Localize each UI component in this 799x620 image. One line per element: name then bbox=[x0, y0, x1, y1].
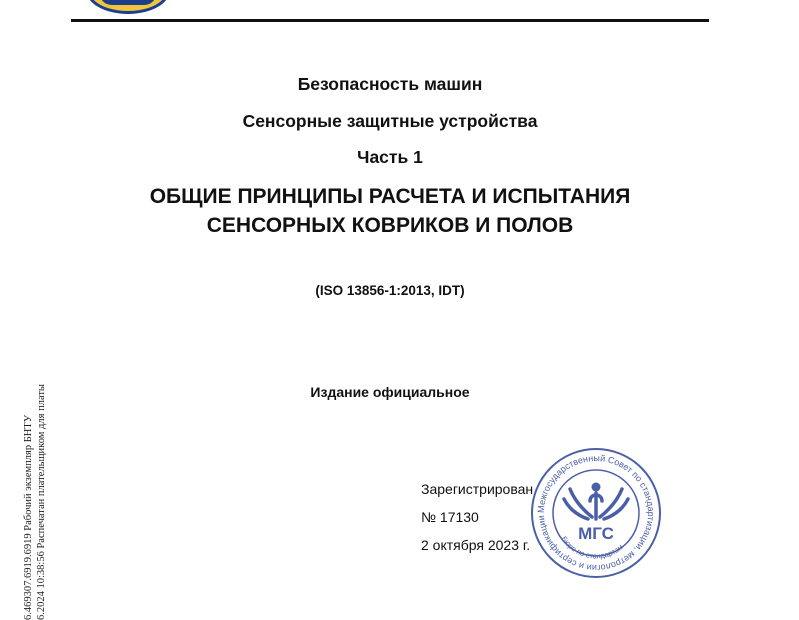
emblem-band bbox=[99, 0, 157, 5]
main-title bbox=[71, 182, 709, 240]
edition-label: Издание официальное bbox=[310, 384, 470, 400]
part-label: Часть 1 bbox=[357, 147, 423, 167]
title-line-1: Безопасность машин bbox=[297, 74, 483, 94]
seal-dot bbox=[592, 483, 601, 492]
emblem-logo bbox=[86, 0, 170, 14]
main-title-line-1: ОБЩИЕ ПРИНЦИПЫ РАСЧЕТА И ИСПЫТАНИЯ bbox=[149, 185, 631, 208]
seal-abbr: МГС bbox=[578, 524, 614, 543]
side-stamp-line-2: 6.2024 10:38:56 Распечатан плательщиком для платы bbox=[36, 384, 47, 620]
side-print-stamp bbox=[22, 300, 48, 620]
title-line-2: Сенсорные защитные устройства bbox=[242, 111, 538, 131]
side-stamp-line-1: 6.469307.6919.6919 Рабочий экземпляр БНТУ bbox=[23, 414, 34, 620]
registration-number: № 17130 bbox=[421, 509, 479, 525]
main-title-line-2: СЕНСОРНЫХ КОВРИКОВ И ПОЛОВ bbox=[206, 214, 574, 237]
header-rule bbox=[71, 19, 709, 22]
registration-date: 2 октября 2023 г. bbox=[421, 537, 531, 553]
registration-label: Зарегистрирован bbox=[421, 481, 534, 497]
seal-inner-text: Бюро по стандартам bbox=[559, 534, 625, 561]
seal-ring-text: Межгосударственный Совет по стандартизации, метрологии и сертификации bbox=[535, 452, 657, 574]
seal-sprout-icon bbox=[564, 489, 628, 519]
standard-reference: (ISO 13856-1:2013, IDT) bbox=[315, 283, 465, 298]
mgs-seal-stamp bbox=[530, 447, 662, 579]
